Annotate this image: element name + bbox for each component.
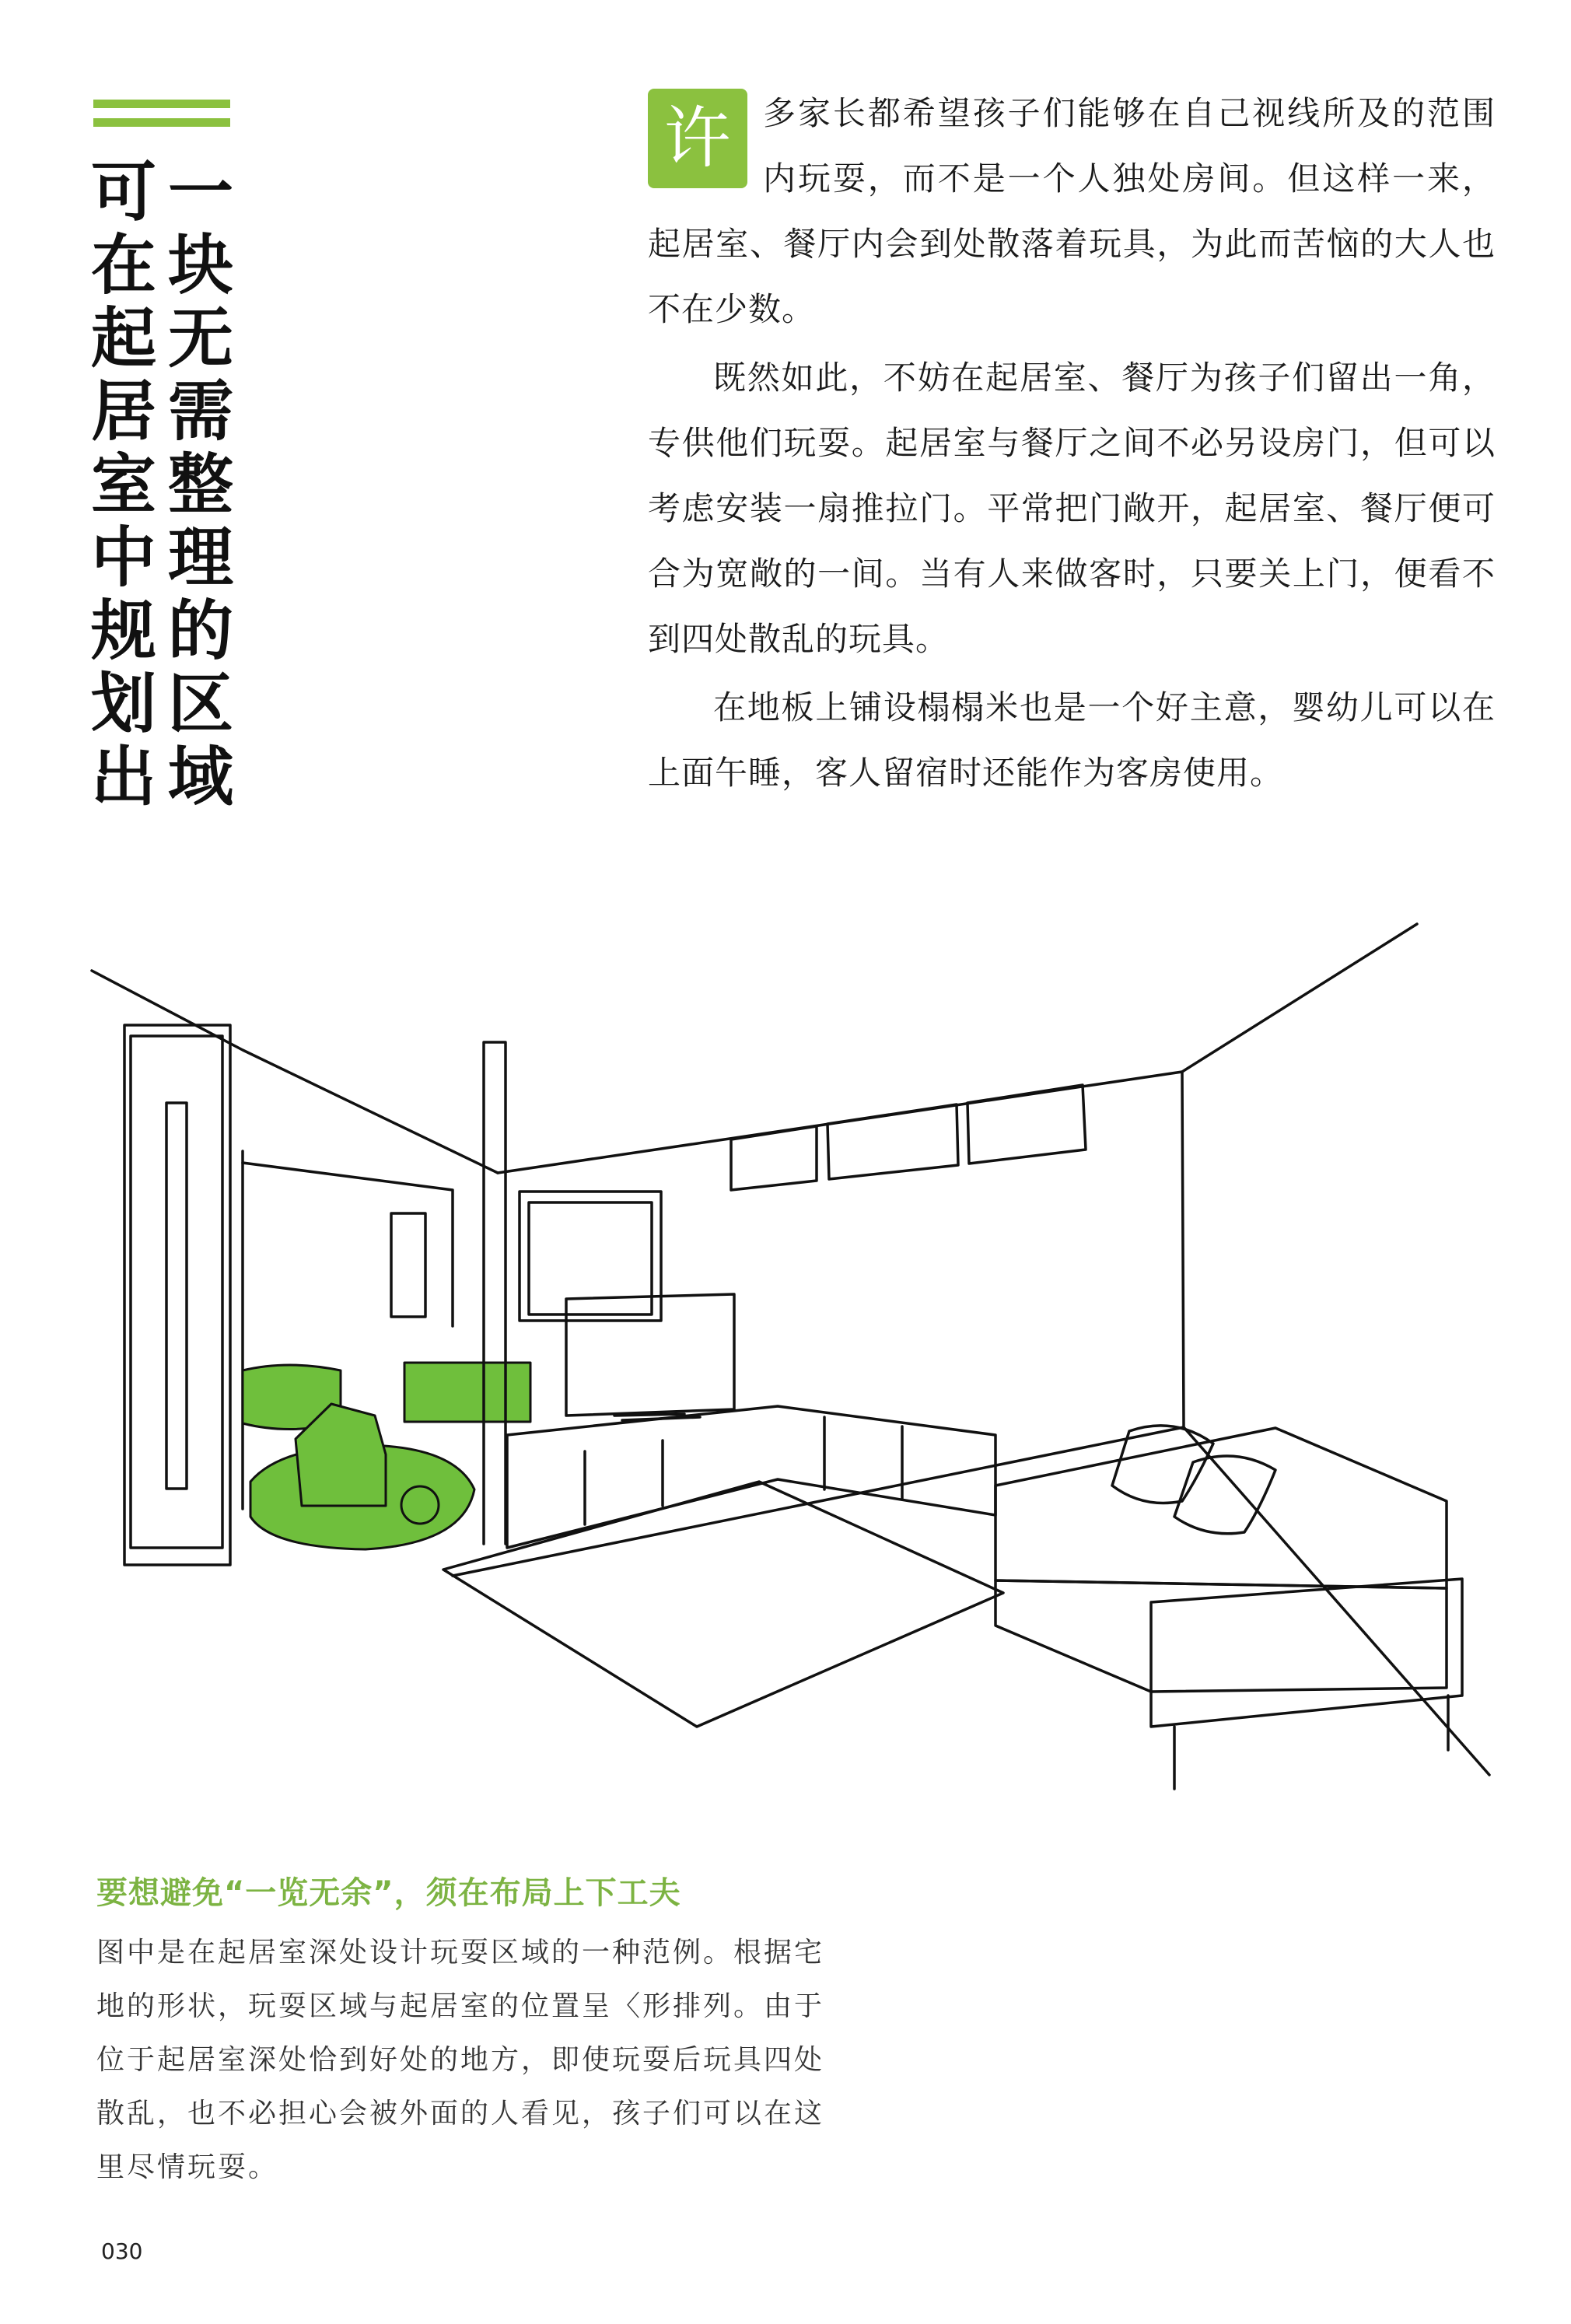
play-room-window (391, 1213, 425, 1317)
paragraph-1 (648, 81, 1496, 342)
wall-corner-right (1182, 1072, 1184, 1427)
play-room-wall (243, 1163, 453, 1326)
green-play-area (243, 1363, 530, 1549)
body-text (648, 81, 1496, 809)
tv (566, 1294, 734, 1416)
paragraph-1-text: 多家长都希望孩子们能够在自己视线所及的范围内玩耍，而不是一个人独处房间。但这样一来，起居室、餐厅内会到处散落着玩具，为此而苦恼的大人也不在少数。 (648, 94, 1496, 328)
post (484, 1042, 506, 1544)
left-wall (124, 1025, 230, 1565)
drop-cap: 许 (648, 89, 747, 188)
sofa-arm (1151, 1579, 1462, 1727)
floor-rug (443, 1482, 1003, 1727)
caption-title: 要想避免“一览无余”，须在布局上下工夫 (96, 1875, 681, 1911)
door-inner (166, 1103, 187, 1489)
paragraph-2: 既然如此，不妨在起居室、餐厅为孩子们留出一角，专供他们玩耍。起居室与餐厅之间不必另设房门，但可以考虑安装一扇推拉门。平常把门敞开，起居室、餐厅便可合为宽敞的一间。当有人来做客时，只要关上门，便看不到四处散乱的玩具。 (648, 359, 1496, 658)
sofa-cushion-2 (1174, 1456, 1275, 1534)
toy-ball (401, 1486, 439, 1524)
heading-rule-top (93, 100, 230, 108)
sofa-cushion-1 (1112, 1426, 1213, 1503)
door-frame (131, 1036, 222, 1548)
living-room-illustration (86, 918, 1501, 1812)
window-high-3 (967, 1085, 1086, 1164)
cabinet-doors (585, 1417, 902, 1524)
ceiling-edge-left (92, 971, 498, 1173)
tv-cabinet (507, 1406, 995, 1548)
heading-rule-bottom (93, 118, 230, 127)
paragraph-3: 在地板上铺设榻榻米也是一个好主意，婴幼儿可以在上面午睡，客人留宿时还能作为客房使用。 (648, 688, 1496, 792)
floor-edge (453, 1427, 1489, 1775)
page-number: 030 (101, 2238, 143, 2264)
toy-shelf (404, 1363, 530, 1422)
window-tall (520, 1192, 661, 1321)
heading-line-1: 一块无需整理的区域 (167, 154, 233, 815)
caption-text: 图中是在起居室深处设计玩耍区域的一种范例。根据宅地的形状，玩耍区域与起居室的位置呈〈形排列。由于位于起居室深处恰到好处的地方，即使玩耍后玩具四处散乱，也不必担心会被外面的人看见，孩子们可以在这里尽情玩耍。 (96, 1937, 825, 2183)
heading-line-2: 可在起居室中规划出 (90, 154, 156, 815)
